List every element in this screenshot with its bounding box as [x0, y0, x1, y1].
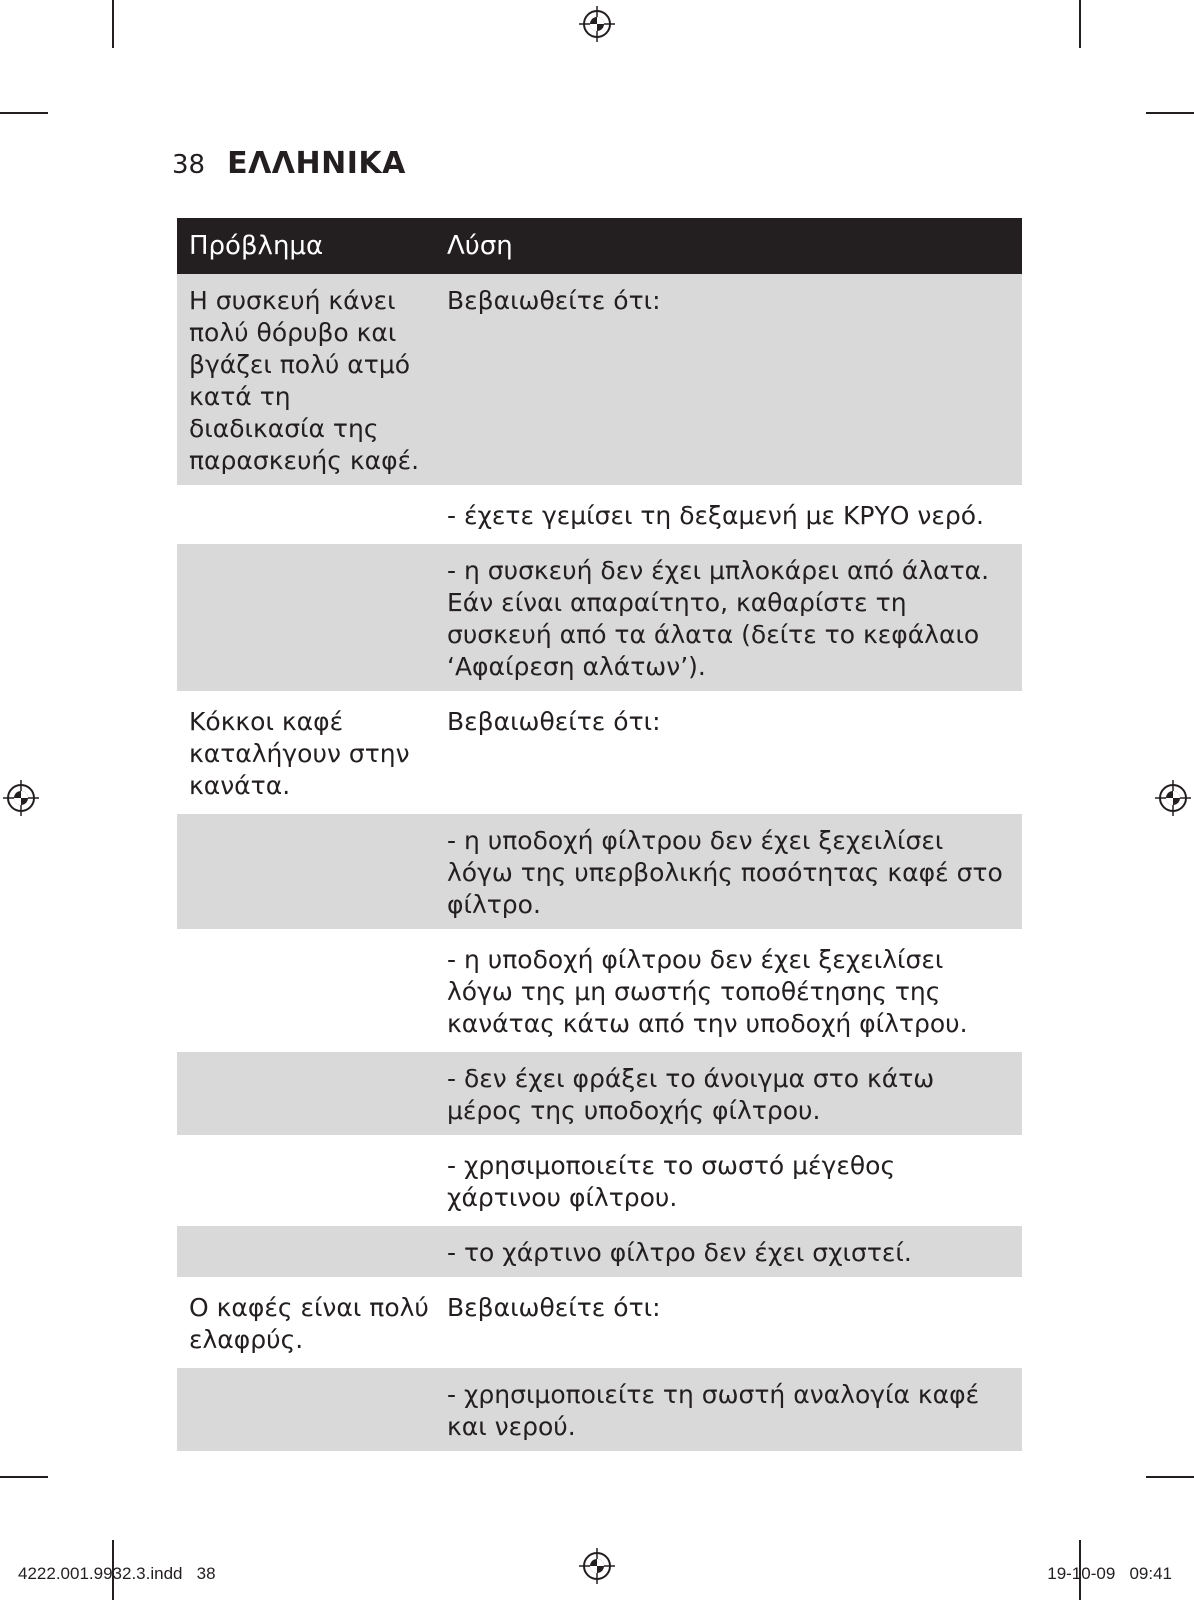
problem-cell — [177, 814, 435, 933]
page-header — [172, 146, 406, 181]
solution-cell: - χρησιμοποιείτε το σωστό μέγεθος χάρτινου φίλτρου. — [435, 1139, 1022, 1226]
table-row — [177, 695, 1022, 814]
page-number: 38 — [172, 150, 206, 180]
registration-mark-icon — [579, 6, 615, 42]
table-row — [177, 1226, 1022, 1281]
table-row — [177, 1052, 1022, 1139]
problem-cell — [177, 933, 435, 1052]
solution-cell: - χρησιμοποιείτε τη σωστή αναλογία καφέ και νερού. — [435, 1368, 1022, 1455]
problem-cell — [177, 489, 435, 544]
troubleshooting-table — [177, 218, 1022, 1455]
table-row — [177, 1139, 1022, 1226]
print-slug-file: 4222.001.9932.3.indd 38 — [18, 1564, 216, 1583]
table-row — [177, 544, 1022, 695]
table-row — [177, 1281, 1022, 1368]
page-title: ΕΛΛΗΝΙΚΑ — [227, 146, 406, 181]
solution-cell: - η συσκευή δεν έχει μπλοκάρει από άλατα. Εάν είναι απαραίτητο, καθαρίστε τη συσκευή από τα άλατα (δείτε το κεφάλαιο ‘Αφαίρεση αλάτων’). — [435, 544, 1022, 695]
problem-cell — [177, 1226, 435, 1281]
crop-mark — [0, 112, 48, 114]
registration-mark-icon — [3, 780, 39, 816]
solution-cell: Βεβαιωθείτε ότι: — [435, 695, 1022, 814]
column-header-solution: Λύση — [435, 218, 1022, 274]
crop-mark — [112, 0, 114, 48]
registration-mark-icon — [579, 1548, 615, 1584]
table-row — [177, 1368, 1022, 1455]
solution-cell: - το χάρτινο φίλτρο δεν έχει σχιστεί. — [435, 1226, 1022, 1281]
print-slug-date: 19-10-09 09:41 — [1047, 1564, 1172, 1583]
problem-cell: Ο καφές είναι πολύ ελαφρύς. — [177, 1281, 435, 1368]
problem-cell — [177, 544, 435, 695]
table-row — [177, 814, 1022, 933]
table-row — [177, 933, 1022, 1052]
solution-cell: - η υποδοχή φίλτρου δεν έχει ξεχειλίσει λόγω της μη σωστής τοποθέτησης της κανάτας κάτω από την υποδοχή φίλτρου. — [435, 933, 1022, 1052]
registration-mark-icon — [1155, 780, 1191, 816]
problem-cell — [177, 1368, 435, 1455]
problem-cell — [177, 1052, 435, 1139]
table-row — [177, 489, 1022, 544]
table-header-row — [177, 218, 1022, 274]
problem-cell — [177, 1139, 435, 1226]
table-row — [177, 274, 1022, 489]
solution-cell: Βεβαιωθείτε ότι: — [435, 1281, 1022, 1368]
solution-cell: Βεβαιωθείτε ότι: — [435, 274, 1022, 489]
crop-mark — [1146, 1476, 1194, 1478]
column-header-problem: Πρόβλημα — [177, 218, 435, 274]
problem-cell: Η συσκευή κάνει πολύ θόρυβο και βγάζει πολύ ατμό κατά τη διαδικασία της παρασκευής καφέ. — [177, 274, 435, 489]
problem-cell: Κόκκοι καφέ καταλήγουν στην κανάτα. — [177, 695, 435, 814]
solution-cell: - δεν έχει φράξει το άνοιγμα στο κάτω μέρος της υποδοχής φίλτρου. — [435, 1052, 1022, 1139]
solution-cell: - έχετε γεμίσει τη δεξαμενή με ΚΡΥΟ νερό. — [435, 489, 1022, 544]
crop-mark — [0, 1476, 48, 1478]
crop-mark — [1079, 0, 1081, 48]
solution-cell: - η υποδοχή φίλτρου δεν έχει ξεχειλίσει λόγω της υπερβολικής ποσότητας καφέ στο φίλτρο. — [435, 814, 1022, 933]
crop-mark — [1146, 112, 1194, 114]
